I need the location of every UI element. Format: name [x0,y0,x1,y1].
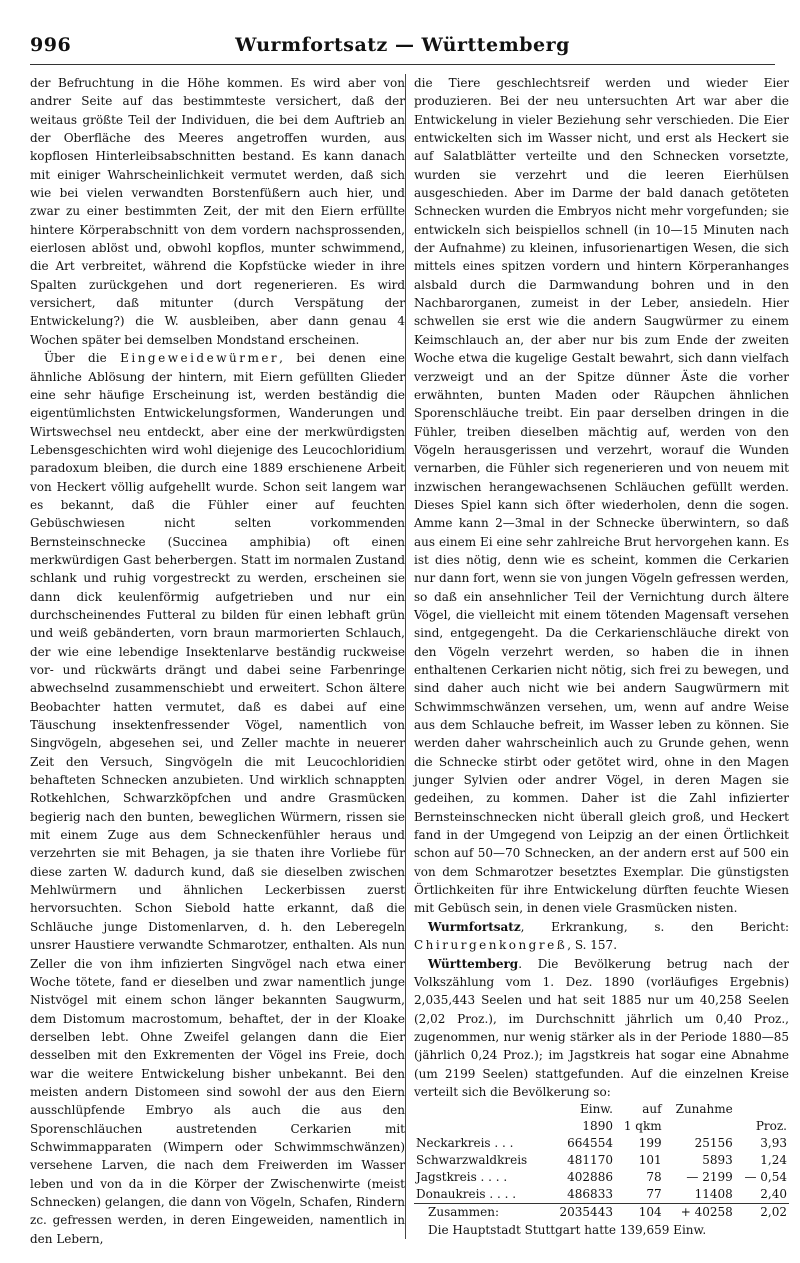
table-row: Jagstkreis . . . . 402886 78 — 2199 — 0,54 [416,1170,787,1185]
entry-headword: Württemberg [428,956,519,971]
paragraph: der Befruchtung in die Höhe kommen. Es wird aber von andrer Seite auf das bestimmteste versichert, daß der weitaus größte Teil der Individuen, die bei dem Auftrieb an der Oberfläche des Meeres angetroffen wurden, aus kopflosen Hinterleibsabschnitten bestand. Es kann danach mit einiger Wahrscheinlichkeit vermutet werden, daß sich wie bei vielen verwandten Borstenfüßern auch hier, und zwar zu einer bestimmten Zeit, der mit den Eiern erfüllte hintere Körperabschnitt von dem vordern nachsprossenden, eierlosen ablöst und, obwohl kopflos, munter schwimmend, die Art verbreitet, während die Kopfstücke wieder in ihre Spalten zurückgehen und dort regenerieren. Es wird versichert, daß mitunter (durch Verspätung der Entwickelung?) die W. ausbleiben, aber dann genau 4 Wochen später bei demselben Mondstand erscheinen. [30,76,405,347]
table-header-row: 1890 1 qkm Proz. [582,1119,787,1134]
spaced-term: Chirurgenkongreß [414,938,568,953]
right-column [414,74,789,1240]
page-header [30,34,775,65]
left-column [30,74,405,1248]
running-title: Wurmfortsatz — Württemberg [235,34,570,56]
table-row: Donaukreis . . . . 486833 77 11408 2,40 [416,1187,787,1202]
column-rule [405,74,406,1239]
table-row: Schwarzwaldkreis 481170 101 5893 1,24 [416,1153,787,1168]
entry-wuerttemberg: Württemberg. Die Bevölkerung betrug nach der Volkszählung vom 1. Dez. 1890 (vorläufiges Ergebnis) 2,035,443 Seelen und hat seit 1885 nur um 40,258 Seelen (2,02 Proz.), im Durchschnitt jährlich um 0,40 Proz., zugenommen, nur wenig stärker als in der Periode 1880—85 (jährlich 0,24 Proz.); im Jagstkreis hat sogar eine Abnahme (um 2199 Seelen) stattgefunden. Auf die einzelnen Kreise verteilt sich die Bevölkerung so: [414,956,789,1099]
spaced-term: Eingeweidewürmer [120,351,280,366]
page-number: 996 [30,34,72,56]
paragraph: Über die Eingeweidewürmer, bei denen eine ähnliche Ablösung der hintern, mit Eiern gefüllten Glieder eine sehr häufige Erscheinung ist, werden beständig die eigentümlichsten Entwickelungsformen, Wanderungen und Wirtswechsel neu entdeckt, aber eine der merkwürdigsten Lebensgeschichten wird wohl diejenige des Leucochloridium paradoxum bleiben, die durch eine 1889 erschienene Arbeit von Heckert völlig aufgehellt wurde. Schon seit langem war es bekannt, daß die Fühler einer auf feuchten Gebüschwiesen nicht selten vorkommenden Bernsteinschnecke (Succinea amphibia) oft einen merkwürdigen Gast beherbergen. Statt im normalen Zustand schlank und ruhig vorgestreckt zu werden, erscheinen sie dann dick keulenförmig aufgetrieben und nur ein durchscheinendes Futteral zu bilden für einen lebhaft grün und weiß gebänderten, vorn braun marmorierten Schlauch, der wie eine lebendige Insektenlarve beständig ruckweise vor- und rückwärts drängt und dabei seine Farbenringe abwechselnd zusammenschiebt und erweitert. Schon ältere Beobachter hatten vermutet, daß es dabei auf eine Täuschung insektenfressender Vögel, namentlich von Singvögeln, abgesehen sei, und Zeller machte in neuerer Zeit den Versuch, Singvögeln die mit Leucochloridien behafteten Schnecken anzubieten. Und wirklich schnappten Rotkehlchen, Schwarzköpfchen und andre Grasmücken begierig nach den bunten, beweglichen Würmern, rissen sie mit einem Zuge aus dem Schneckenfühler heraus und verzehrten sie mit Behagen, ja sie thaten ihre Vorliebe für diese zarten W. dadurch kund, daß sie dieselben zwischen Mehlwürmern und ähnlichen Leckerbissen zuerst hervorsuchten. Schon Siebold hatte erkannt, daß die Schläuche junge Distomenlarven, d. h. den Leberegeln unsrer Haustiere verwandte Schmarotzer, enthalten. Als nun Zeller die von ihm infizierten Singvögel nach etwa einer Woche tötete, fand er dieselben und zwar namentlich junge Nistvögel mit einem schon länger bekannten Saugwurm, dem Distomum macrostomum, behaftet, der in der Kloake derselben lebt. Ohne Zweifel gelangen dann die Eier desselben mit den Exkrementen der Vögel ins Freie, doch war die weitere Entwickelung bisher unbekannt. Bei den meisten andern Distomeen sind sowohl der aus den Eiern ausschlüpfende Embryo als auch die aus den Sporenschläuchen austretenden Cerkarien mit Schwimmapparaten (Wimpern oder Schwimmschwänzen) versehene Larven, die nach dem Freiwerden im Wasser leben und von da in die Körper der Zwischenwirte (meist Schnecken) gelangen, die dann von Vögeln, Schafen, Rindern zc. gefressen werden, in deren Eingeweiden, namentlich in den Lebern, [30,351,405,1246]
table-row: Neckarkreis . . . 664554 199 25156 3,93 [416,1136,787,1151]
table-header-row: Einw. auf Zunahme [579,1102,733,1117]
paragraph: die Tiere geschlechtsreif werden und wieder Eier produzieren. Bei der neu untersuchten Art war aber die Entwickelung in vieler Beziehung sehr verschieden. Die Eier entwickelten sich im Wasser nicht, und erst als Heckert sie auf Salatblätter verteilte und den Schnecken vorsetzte, wurden sie verzehrt und die leeren Eierhülsen ausgeschieden. Aber im Darme der bald danach getöteten Schnecken wurden die Embryos nicht mehr vorgefunden; sie entwickeln sich beispiellos schnell (in 10—15 Minuten nach der Aufnahme) zu kleinen, infusorienartigen Wesen, die sich mittels eines spitzen vordern und hintern Körperanhanges alsbald durch die Darmwandung bohren und in den Nachbarorganen, zumeist in der Leber, ansiedeln. Hier schwellen sie erst wie die andern Saugwürmer zu einem Keimschlauch an, der aber nur bis zum Ende der zweiten Woche etwa die kugelige Gestalt bewahrt, sich dann vielfach verzweigt und an der Spitze dünner Äste die vorher erwähnten, bunten Maden oder Räupchen ähnlichen Sporenschläuche treibt. Ein paar derselben dringen in die Fühler, treiben dieselben mächtig auf, werden von den Vögeln herausgerissen und verzehrt, worauf die Wunden vernarben, die Fühler sich regenerieren und von neuem mit inzwischen herangewachsenen Schläuchen gefüllt werden. Dieses Spiel kann sich öfter wiederholen, denn die sogen. Amme kann 2—3mal in der Schnecke überwintern, so daß aus einem Ei eine sehr zahlreiche Brut hervorgehen kann. Es ist dies nötig, denn wie es scheint, kommen die Cerkarien nur dann fort, wenn sie von jungen Vögeln gefressen werden, so daß ein ansehnlicher Teil der Vernichtung durch ältere Vögel, die vielleicht mit einem tötenden Magensaft versehen sind, entgegengeht. Da die Cerkarienschläuche direkt von den Vögeln verzehrt werden, so haben die in ihnen enthaltenen Cerkarien nicht nötig, sich frei zu bewegen, und sind daher auch nicht wie bei andern Saugwürmern mit Schwimmschwänzen versehen, um, wenn auf andre Weise aus dem Schlauche befreit, im Wasser leben zu können. Sie werden daher wahrscheinlich auch zu Grunde gehen, wenn die Schnecke stirbt oder getötet wird, ohne in den Magen junger Sylvien oder andrer Vögel, in deren Magen sie gedeihen, zu kommen. Daher ist die Zahl infizierter Bernsteinschnecken nicht überall gleich groß, und Heckert fand in der Umgegend von Leipzig an der einen Örtlichkeit schon auf 50—70 Schnecken, an der andern erst auf 500 ein von dem Schmarotzer besetztes Exemplar. Die günstigsten Örtlichkeiten für ihre Entwickelung dürften feuchte Wiesen mit Gebüsch sein, in denen viele Grasmücken nisten. [414,76,789,916]
entry-wurmfortsatz: Wurmfortsatz, Erkrankung, s. den Bericht: Chirurgenkongreß, S. 157. [414,919,789,953]
table-total-row: Zusammen: 2035443 104 + 40258 2,02 [414,1204,789,1222]
closing-line: Die Hauptstadt Stuttgart hatte 139,659 Einw. [428,1223,707,1238]
population-table [414,1101,789,1221]
entry-headword: Wurmfortsatz [428,919,521,934]
